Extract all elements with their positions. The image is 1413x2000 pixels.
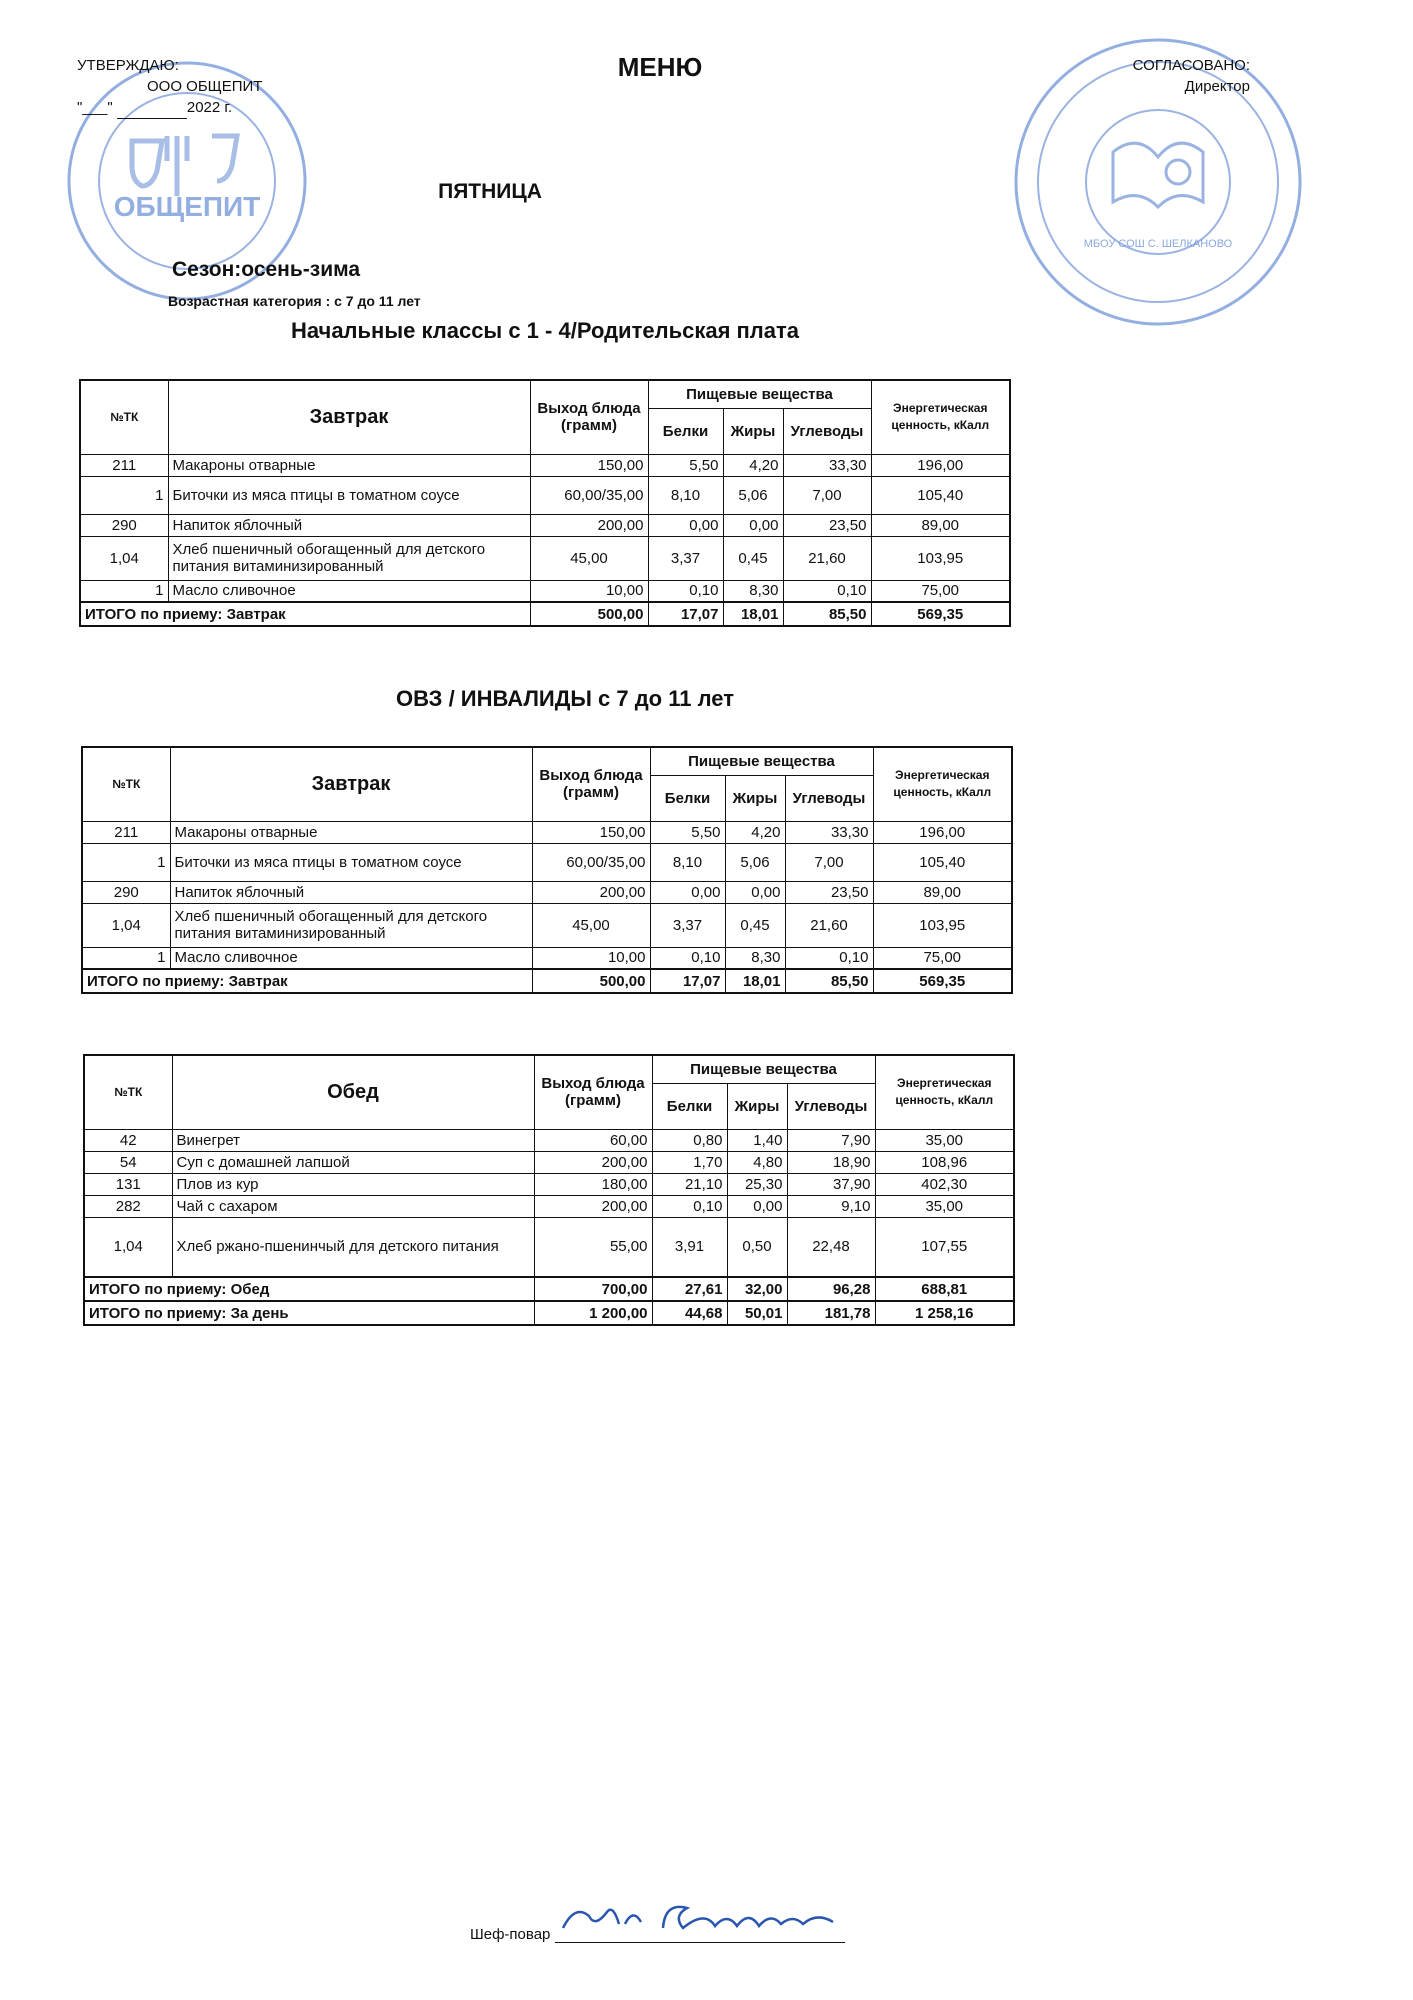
chef-signature	[555, 1912, 845, 1943]
header-proteins: Белки	[652, 1083, 727, 1129]
header-yield: Выход блюда (грамм)	[534, 1055, 652, 1129]
table-row: 1 Масло сливочное 10,00 0,10 8,30 0,10 75,00	[80, 580, 1010, 602]
signature-scribble	[555, 1894, 845, 1938]
section-title-primary: Начальные классы с 1 - 4/Родительская плата	[290, 318, 800, 343]
header-fats: Жиры	[727, 1083, 787, 1129]
section-title-disabled: ОВЗ / ИНВАЛИДЫ с 7 до 11 лет	[395, 686, 735, 711]
header-nutrients: Пищевые вещества	[650, 747, 873, 775]
breakfast-table-primary	[79, 379, 1011, 627]
table-row: 54 Суп с домашней лапшой 200,00 1,70 4,80 18,90 108,96	[84, 1151, 1014, 1173]
header-energy: Энергетическая ценность, кКалл	[875, 1055, 1014, 1129]
header-yield: Выход блюда (грамм)	[532, 747, 650, 821]
day-of-week: ПЯТНИЦА	[438, 180, 542, 203]
approval-block	[77, 55, 262, 119]
approve-date: "___" 2022 г.	[77, 97, 262, 119]
table-total-row: ИТОГО по приему: Обед 700,00 27,61 32,00 96,28 688,81	[84, 1277, 1014, 1301]
header-tk: №ТК	[84, 1055, 172, 1129]
header-meal: Обед	[172, 1055, 534, 1129]
header-carbs: Углеводы	[783, 408, 871, 454]
table-row: 42 Винегрет 60,00 0,80 1,40 7,90 35,00	[84, 1129, 1014, 1151]
table-row: 1,04 Хлеб ржано-пшенинчый для детского питания 55,00 3,91 0,50 22,48 107,55	[84, 1217, 1014, 1277]
age-category: Возрастная категория : с 7 до 11 лет	[168, 293, 421, 309]
table-row: 1 Масло сливочное 10,00 0,10 8,30 0,10 75,00	[82, 947, 1012, 969]
table-total-row: ИТОГО по приему: Завтрак 500,00 17,07 18,01 85,50 569,35	[82, 969, 1012, 993]
header-energy: Энергетическая ценность, кКалл	[871, 380, 1010, 454]
page-title: МЕНЮ	[617, 52, 703, 82]
header-energy: Энергетическая ценность, кКалл	[873, 747, 1012, 821]
header-meal: Завтрак	[168, 380, 530, 454]
table-row: 290 Напиток яблочный 200,00 0,00 0,00 23,50 89,00	[82, 881, 1012, 903]
approve-label: УТВЕРЖДАЮ:	[77, 57, 179, 74]
table-row: 1 Биточки из мяса птицы в томатном соусе 60,00/35,00 8,10 5,06 7,00 105,40	[82, 843, 1012, 881]
header-proteins: Белки	[650, 775, 725, 821]
header-carbs: Углеводы	[787, 1083, 875, 1129]
lunch-table	[83, 1054, 1015, 1326]
chef-label: Шеф-повар	[470, 1926, 551, 1943]
header-proteins: Белки	[648, 408, 723, 454]
svg-text:МБОУ СОШ С. ШЕЛКАНОВО: МБОУ СОШ С. ШЕЛКАНОВО	[1083, 238, 1233, 250]
table-row: 1,04 Хлеб пшеничный обогащенный для детского питания витаминизированный 45,00 3,37 0,45 21,60 103,95	[80, 536, 1010, 580]
chef-signature-block	[470, 1912, 845, 1943]
header-yield: Выход блюда (грамм)	[530, 380, 648, 454]
header-tk: №ТК	[80, 380, 168, 454]
header-tk: №ТК	[82, 747, 170, 821]
table-day-total-row: ИТОГО по приему: За день 1 200,00 44,68 50,01 181,78 1 258,16	[84, 1301, 1014, 1325]
header-nutrients: Пищевые вещества	[652, 1055, 875, 1083]
header-meal: Завтрак	[170, 747, 532, 821]
agree-role: Директор	[1184, 78, 1250, 95]
agree-label: СОГЛАСОВАНО:	[1132, 57, 1250, 74]
table-row: 131 Плов из кур 180,00 21,10 25,30 37,90 402,30	[84, 1173, 1014, 1195]
header-nutrients: Пищевые вещества	[648, 380, 871, 408]
table-row: 282 Чай с сахаром 200,00 0,10 0,00 9,10 35,00	[84, 1195, 1014, 1217]
table-total-row: ИТОГО по приему: Завтрак 500,00 17,07 18,01 85,50 569,35	[80, 602, 1010, 626]
table-row: 211 Макароны отварные 150,00 5,50 4,20 33,30 196,00	[82, 821, 1012, 843]
table-row: 1 Биточки из мяса птицы в томатном соусе 60,00/35,00 8,10 5,06 7,00 105,40	[80, 476, 1010, 514]
approve-org: ООО ОБЩЕПИТ	[147, 78, 263, 95]
table-row: 1,04 Хлеб пшеничный обогащенный для детского питания витаминизированный 45,00 3,37 0,45 21,60 103,95	[82, 903, 1012, 947]
svg-text:ОБЩЕПИТ: ОБЩЕПИТ	[113, 191, 261, 222]
season-label: Сезон:осень-зима	[172, 258, 361, 281]
header-fats: Жиры	[723, 408, 783, 454]
table-row: 290 Напиток яблочный 200,00 0,00 0,00 23,50 89,00	[80, 514, 1010, 536]
table-row: 211 Макароны отварные 150,00 5,50 4,20 33,30 196,00	[80, 454, 1010, 476]
header-fats: Жиры	[725, 775, 785, 821]
header-carbs: Углеводы	[785, 775, 873, 821]
agreement-block	[1100, 55, 1250, 97]
breakfast-table-disabled	[81, 746, 1013, 994]
